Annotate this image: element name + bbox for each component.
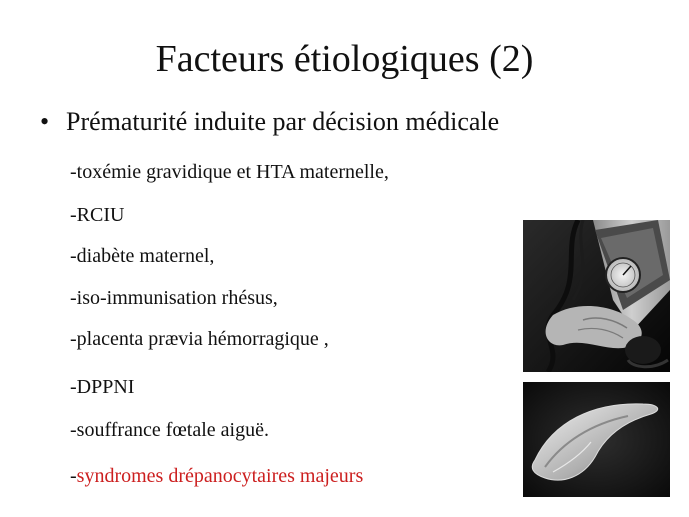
sub-item-dash: - <box>70 465 77 487</box>
sub-item-dash: - <box>70 204 77 226</box>
sub-item-dash: - <box>70 287 77 309</box>
sickle-cell-photo <box>523 382 670 497</box>
sub-item-dash: - <box>70 419 77 441</box>
sub-item-rciu <box>70 203 124 227</box>
sub-item-text: DPPNI <box>76 376 135 398</box>
bullet-marker: • <box>40 107 50 136</box>
sub-item-text: RCIU <box>76 204 125 226</box>
sub-item-dash: - <box>70 376 77 398</box>
sub-item-placenta <box>70 327 329 351</box>
sub-item-dash: - <box>70 245 77 267</box>
sub-item-souffrance <box>70 418 269 442</box>
blood-pressure-illustration <box>523 220 670 372</box>
slide-title: Facteurs étiologiques (2) <box>155 38 534 80</box>
main-bullet <box>40 106 499 138</box>
sub-item-text: diabète maternel, <box>76 245 215 267</box>
blood-pressure-photo <box>523 220 670 372</box>
sub-item-dash: - <box>70 161 77 183</box>
sub-item-drepanocytaires <box>70 464 363 488</box>
sub-item-text: toxémie gravidique et HTA maternelle, <box>76 161 389 183</box>
sub-item-toxemie <box>70 160 389 184</box>
sub-item-dppni <box>70 375 134 399</box>
sub-item-text-highlight: syndromes drépanocytaires majeurs <box>76 465 364 487</box>
sickle-cell-illustration <box>523 382 670 497</box>
bullet-text: Prématurité induite par décision médicale <box>66 107 500 136</box>
sub-item-diabete <box>70 244 214 268</box>
sub-item-text: placenta prævia hémorragique , <box>76 328 329 350</box>
sub-item-text: souffrance fœtale aiguë. <box>76 419 269 441</box>
sub-item-iso-immunisation <box>70 286 278 310</box>
sub-item-text: iso-immunisation rhésus, <box>76 287 278 309</box>
sub-item-dash: - <box>70 328 77 350</box>
